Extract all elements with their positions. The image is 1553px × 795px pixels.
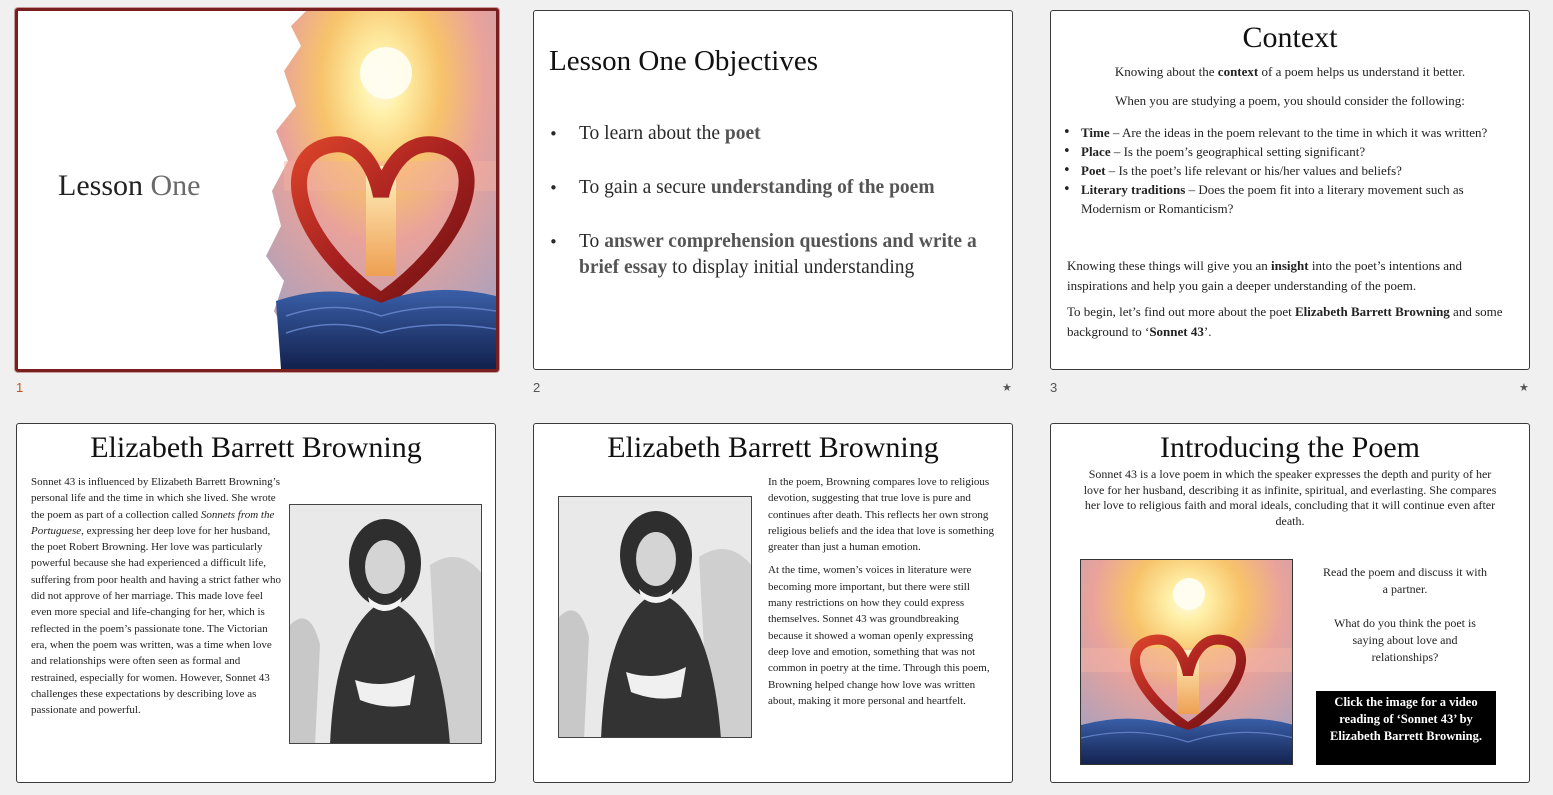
slide-title: Elizabeth Barrett Browning [90, 431, 422, 464]
slide-title: Lesson One Objectives [549, 45, 818, 77]
slide-thumbnail-5[interactable] [533, 423, 1013, 783]
slide-number-1: 1 [16, 380, 24, 395]
animation-star-icon: ★ [1519, 381, 1529, 394]
slide-title: Introducing the Poem [1160, 431, 1420, 464]
list-item: • Poet – Is the poet’s life relevant or his/her values and beliefs? [1061, 161, 1516, 180]
context-list [1061, 123, 1516, 218]
portrait-illustration [559, 497, 752, 738]
slide-number-3: 3 [1050, 380, 1058, 395]
video-link-button[interactable]: Click the image for a video reading of ‘Sonnet 43’ by Elizabeth Barrett Browning. [1316, 691, 1496, 765]
question-prompt: What do you think the poet is saying about love and relationships? [1334, 616, 1476, 664]
poem-intro-text: Sonnet 43 is a love poem in which the speaker expresses the depth and purity of her love for her husband, describing it as infinite, spiritual, and everlasting. She compares her love to religious faith and moral ideals, concluding that it will continue even after death. [1083, 467, 1497, 528]
list-item: • Time – Are the ideas in the poem relevant to the time in which it was written? [1061, 123, 1516, 142]
heart-book-image [266, 11, 496, 369]
slide-title: Context [1242, 21, 1338, 54]
discussion-prompt [1321, 564, 1489, 683]
context-begin: To begin, let’s find out more about the poet Elizabeth Barrett Browning and some background to ‘Sonnet 43’. [1067, 304, 1503, 339]
list-item: • To gain a secure understanding of the poem [549, 175, 999, 201]
portrait-image [558, 496, 752, 738]
heart-book-video-image[interactable] [1080, 559, 1293, 765]
religion-text [768, 474, 996, 716]
list-item: • Place – Is the poem’s geographical setting significant? [1061, 142, 1516, 161]
slide-thumbnail-4[interactable] [16, 423, 496, 783]
objectives-list [549, 121, 999, 309]
slide-number-2: 2 [533, 380, 541, 395]
slide-thumbnail-1[interactable] [15, 8, 499, 372]
paragraph: At the time, women’s voices in literature were becoming more important, but there were still many restrictions on how they could express themselves. Sonnet 43 was groundbreaking because it showed a woman openly expressing deep love and emotion, something that was not common in poetry at the time. Through this poem, Browning helped change how love was written about, making it more personal and heartfelt. [768, 564, 990, 707]
context-consider: When you are studying a poem, you should consider the following: [1115, 93, 1465, 108]
slide-thumbnail-3[interactable] [1050, 10, 1530, 370]
list-item: • To answer comprehension questions and write a brief essay to display initial understanding [549, 229, 999, 281]
slide-title: Elizabeth Barrett Browning [607, 431, 939, 464]
context-insight: Knowing these things will give you an insight into the poet’s intentions and inspirations and help you gain a deeper understanding of the poem. [1067, 258, 1463, 293]
paragraph: In the poem, Browning compares love to religious devotion, suggesting that true love is pure and continues after death. This reflects her own strong religious beliefs and the idea that love is something greater than just a human emotion. [768, 476, 995, 554]
slide-thumbnail-6[interactable] [1050, 423, 1530, 783]
context-intro: Knowing about the context of a poem helps us understand it better. [1114, 64, 1466, 79]
list-item: • To learn about the poet [549, 121, 999, 147]
list-item: • Literary traditions – Does the poem fit into a literary movement such as Modernism or Romanticism? [1061, 180, 1516, 218]
portrait-image [289, 504, 482, 744]
slide-title: Lesson One [58, 169, 201, 202]
biography-text: Sonnet 43 is influenced by Elizabeth Barrett Browning’s personal life and the time in which she lived. She wrote the poem as part of a collection called Sonnets from the Portuguese, expressing her deep love for her husband, the poet Robert Browning. Her love was particularly powerful because she had experienced a difficult life, suffering from poor health and having a strict father who did not approve of her marriage. This made love feel even more special and life-changing for her, which is reflected in the poem’s passionate tone. The Victorian era, when the poem was written, was a time when love and relationships were often seen as formal and restrained, especially for women. However, Sonnet 43 challenges these expectations by describing love as passionate and powerful. [31, 476, 281, 717]
slide-thumbnail-2[interactable] [533, 10, 1013, 370]
portrait-illustration [290, 505, 482, 744]
read-prompt: Read the poem and discuss it with a partner. [1323, 565, 1487, 596]
heart-book-illustration [1081, 560, 1293, 765]
animation-star-icon: ★ [1002, 381, 1012, 394]
